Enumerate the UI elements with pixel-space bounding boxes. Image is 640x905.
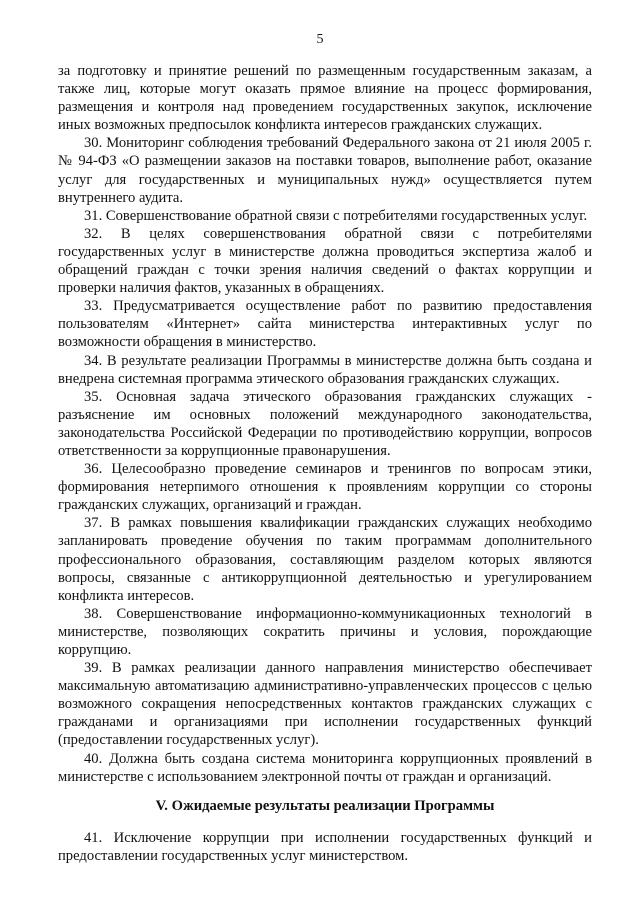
paragraph-39: 39. В рамках реализации данного направления министерство обеспечивает максимальную автоматизацию административно-управленческих процессов с целью возможного сокращения непосредственных контактов гражданских служащих с гражданами и организациями при исполнении государственных функций (предоставлении государственных услуг).	[58, 660, 592, 749]
paragraph-30: 30. Мониторинг соблюдения требований Федерального закона от 21 июля 2005 г. № 94-ФЗ «О размещении заказов на поставки товаров, выполнение работ, оказание услуг для государственных и муниципальных нужд» осуществляется путем внутреннего аудита.	[58, 135, 592, 206]
paragraph-41: 41. Исключение коррупции при исполнении государственных функций и предоставлении государственных услуг министерством.	[58, 830, 592, 865]
document-body	[58, 62, 592, 786]
paragraph-38: 38. Совершенствование информационно-коммуникационных технологий в министерстве, позволяющих сократить причины и условия, порождающие коррупцию.	[58, 605, 592, 658]
section-heading: V. Ожидаемые результаты реализации Программы	[155, 798, 495, 814]
paragraph-33: 33. Предусматривается осуществление работ по развитию предоставления пользователям «Интернет» сайта министерства интерактивных услуг по возможности обращения в министерство.	[58, 298, 592, 351]
paragraph-32: 32. В целях совершенствования обратной связи с потребителями государственных услуг в министерстве должна проводиться экспертиза жалоб и обращений граждан с точки зрения наличия сведений о фактах коррупции и проверки наличия фактов, указанных в обращениях.	[58, 225, 592, 297]
paragraph-36: 36. Целесообразно проведение семинаров и тренингов по вопросам этики, формирования нетерпимого отношения к проявлениям коррупции со стороны гражданских служащих, организаций и граждан.	[58, 461, 592, 514]
paragraph-40: 40. Должна быть создана система мониторинга коррупционных проявлений в министерстве с использованием электронной почты от граждан и организаций.	[58, 750, 592, 785]
paragraph-35: 35. Основная задача этического образования гражданских служащих - разъяснение им основных положений международного законодательства, законодательства Российской Федерации по противодействию коррупции, вопросов ответственности за коррупционные правонарушения.	[58, 388, 592, 459]
page-number: 5	[316, 32, 324, 47]
paragraph-continuation: за подготовку и принятие решений по размещенным государственным заказам, а также лиц, которые могут оказать прямое влияние на процесс формирования, размещения и контроля над проведением государственных закупок, исключение иных возможных предпосылок конфликта интересов гражданских служащих.	[58, 63, 592, 134]
paragraph-37: 37. В рамках повышения квалификации гражданских служащих необходимо запланировать проведение обучения по таким программам дополнительного профессионального образования, составляющим разделом которых являются вопросы, связанные с антикоррупционной деятельностью и урегулированием конфликта интересов.	[58, 515, 592, 604]
paragraph-34: 34. В результате реализации Программы в министерстве должна быть создана и внедрена системная программа этического образования гражданских служащих.	[58, 352, 592, 387]
paragraph-31: 31. Совершенствование обратной связи с потребителями государственных услуг.	[84, 207, 588, 224]
section-body	[58, 829, 592, 865]
